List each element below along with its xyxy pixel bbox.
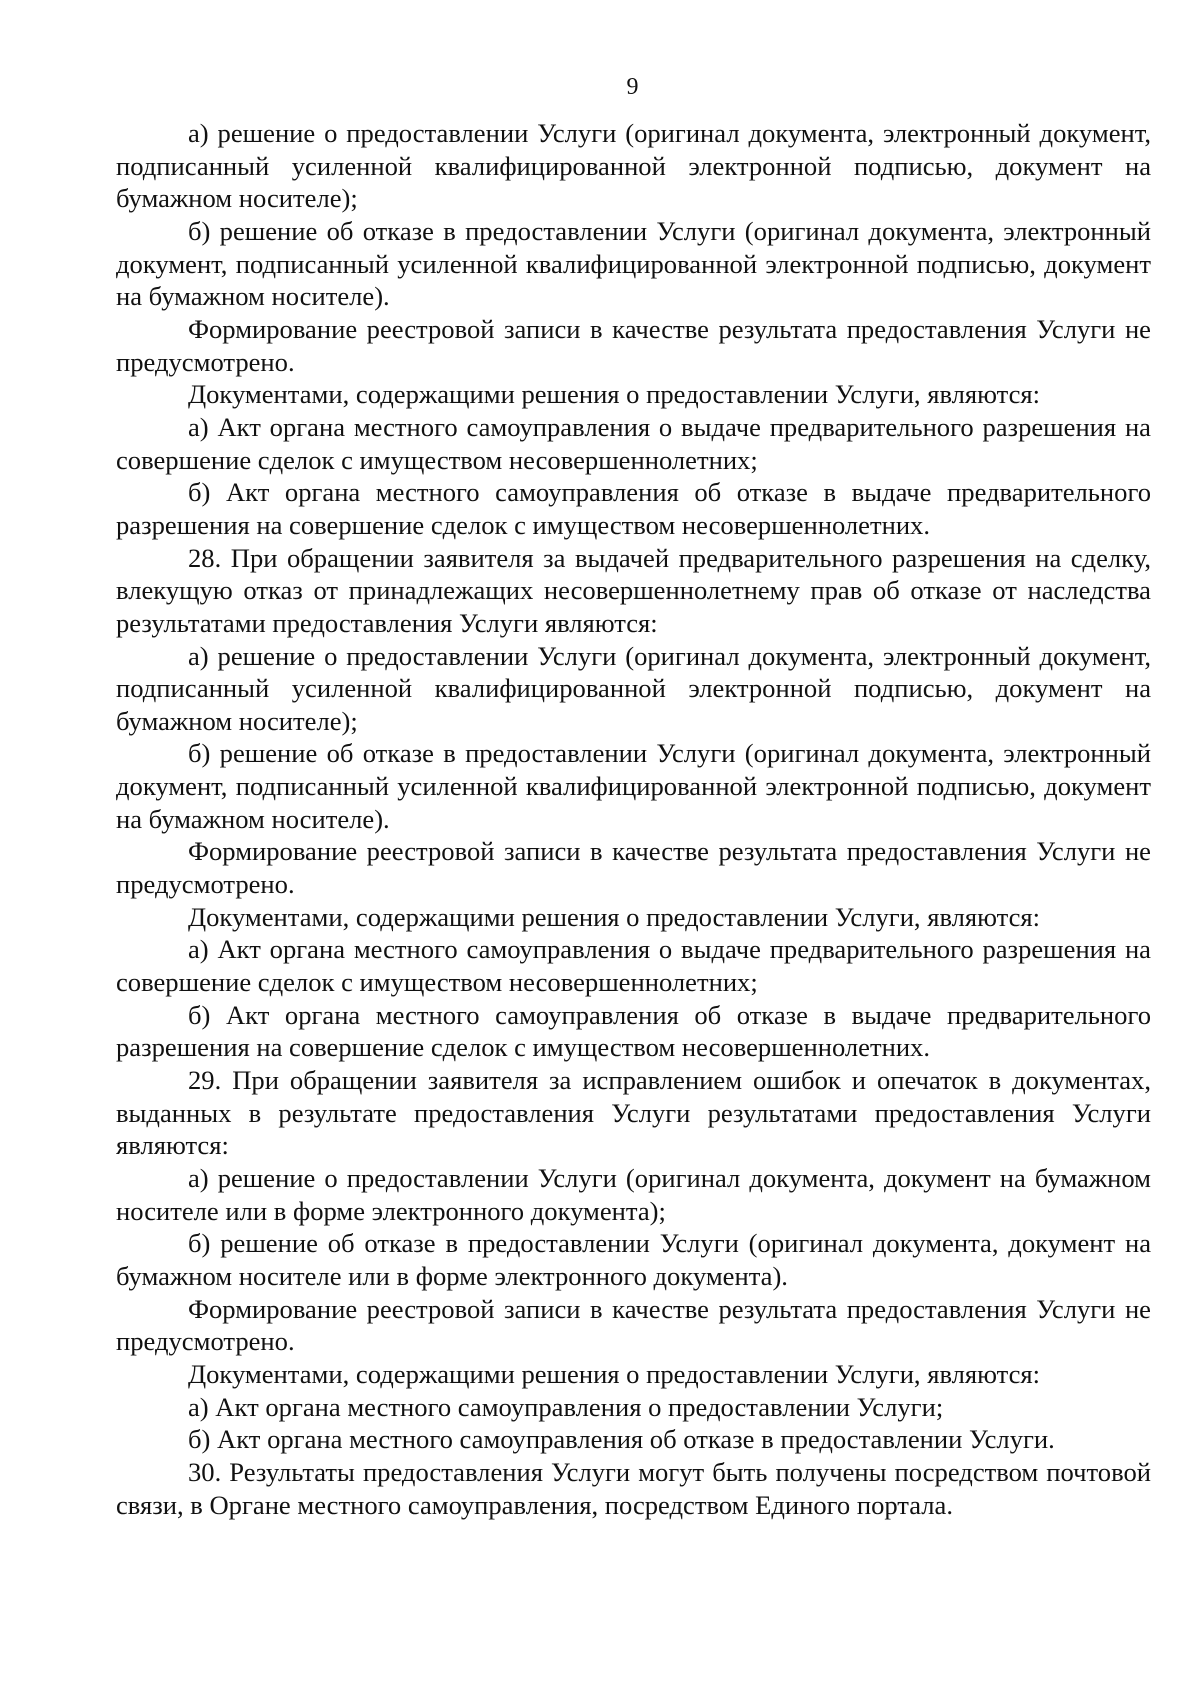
- paragraph: Документами, содержащими решения о предоставлении Услуги, являются:: [188, 901, 1041, 932]
- paragraph: б) решение об отказе в предоставлении Услуги (оригинал документа, документ на бумажном носителе или в форме электронного документа).: [116, 1228, 1151, 1291]
- paragraph: а) решение о предоставлении Услуги (оригинал документа, электронный документ, подписанный усиленной квалифицированной электронной подписью, документ на бумажном носителе);: [116, 640, 1151, 736]
- paragraph: б) решение об отказе в предоставлении Услуги (оригинал документа, электронный документ, подписанный усиленной квалифицированной электронной подписью, документ на бумажном носителе).: [116, 215, 1151, 312]
- paragraph: Документами, содержащими решения о предоставлении Услуги, являются:: [188, 379, 1041, 410]
- document-body: [116, 117, 1151, 1521]
- paragraph: Документами, содержащими решения о предоставлении Услуги, являются:: [188, 1358, 1041, 1389]
- paragraph: б) Акт органа местного самоуправления об отказе в выдаче предварительного разрешения на совершение сделок с имуществом несовершеннолетних.: [116, 477, 1151, 540]
- paragraph: а) Акт органа местного самоуправления о предоставлении Услуги;: [188, 1391, 944, 1422]
- page-number: 9: [626, 74, 639, 100]
- paragraph: б) Акт органа местного самоуправления об отказе в выдаче предварительного разрешения на совершение сделок с имуществом несовершеннолетних.: [116, 999, 1151, 1063]
- paragraph: б) Акт органа местного самоуправления об отказе в предоставлении Услуги.: [188, 1424, 1055, 1455]
- paragraph: Формирование реестровой записи в качестве результата предоставления Услуги не предусмотрено.: [116, 313, 1151, 377]
- paragraph: Формирование реестровой записи в качестве результата предоставления Услуги не предусмотрено.: [116, 836, 1151, 900]
- paragraph: а) Акт органа местного самоуправления о выдаче предварительного разрешения на совершение сделок с имуществом несовершеннолетних;: [116, 934, 1151, 998]
- paragraph: а) решение о предоставлении Услуги (оригинал документа, документ на бумажном носителе или в форме электронного документа);: [116, 1163, 1151, 1226]
- paragraph: 30. Результаты предоставления Услуги могут быть получены посредством почтовой связи, в Органе местного самоуправления, посредством Единого портала.: [116, 1456, 1151, 1520]
- paragraph: а) Акт органа местного самоуправления о выдаче предварительного разрешения на совершение сделок с имуществом несовершеннолетних;: [116, 411, 1151, 475]
- paragraph: Формирование реестровой записи в качестве результата предоставления Услуги не предусмотрено.: [116, 1293, 1151, 1357]
- paragraph: 29. При обращении заявителя за исправлением ошибок и опечаток в документах, выданных в результате предоставления Услуги результатами предоставления Услуги являются:: [116, 1065, 1151, 1161]
- paragraph: б) решение об отказе в предоставлении Услуги (оригинал документа, электронный документ, подписанный усиленной квалифицированной электронной подписью, документ на бумажном носителе).: [116, 738, 1151, 834]
- paragraph: а) решение о предоставлении Услуги (оригинал документа, электронный документ, подписанный усиленной квалифицированной электронной подписью, документ на бумажном носителе);: [116, 118, 1151, 214]
- paragraph: 28. При обращении заявителя за выдачей предварительного разрешения на сделку, влекущую отказ от принадлежащих несовершеннолетнему прав об отказе от наследства результатами предоставления Услуги являются:: [116, 542, 1151, 638]
